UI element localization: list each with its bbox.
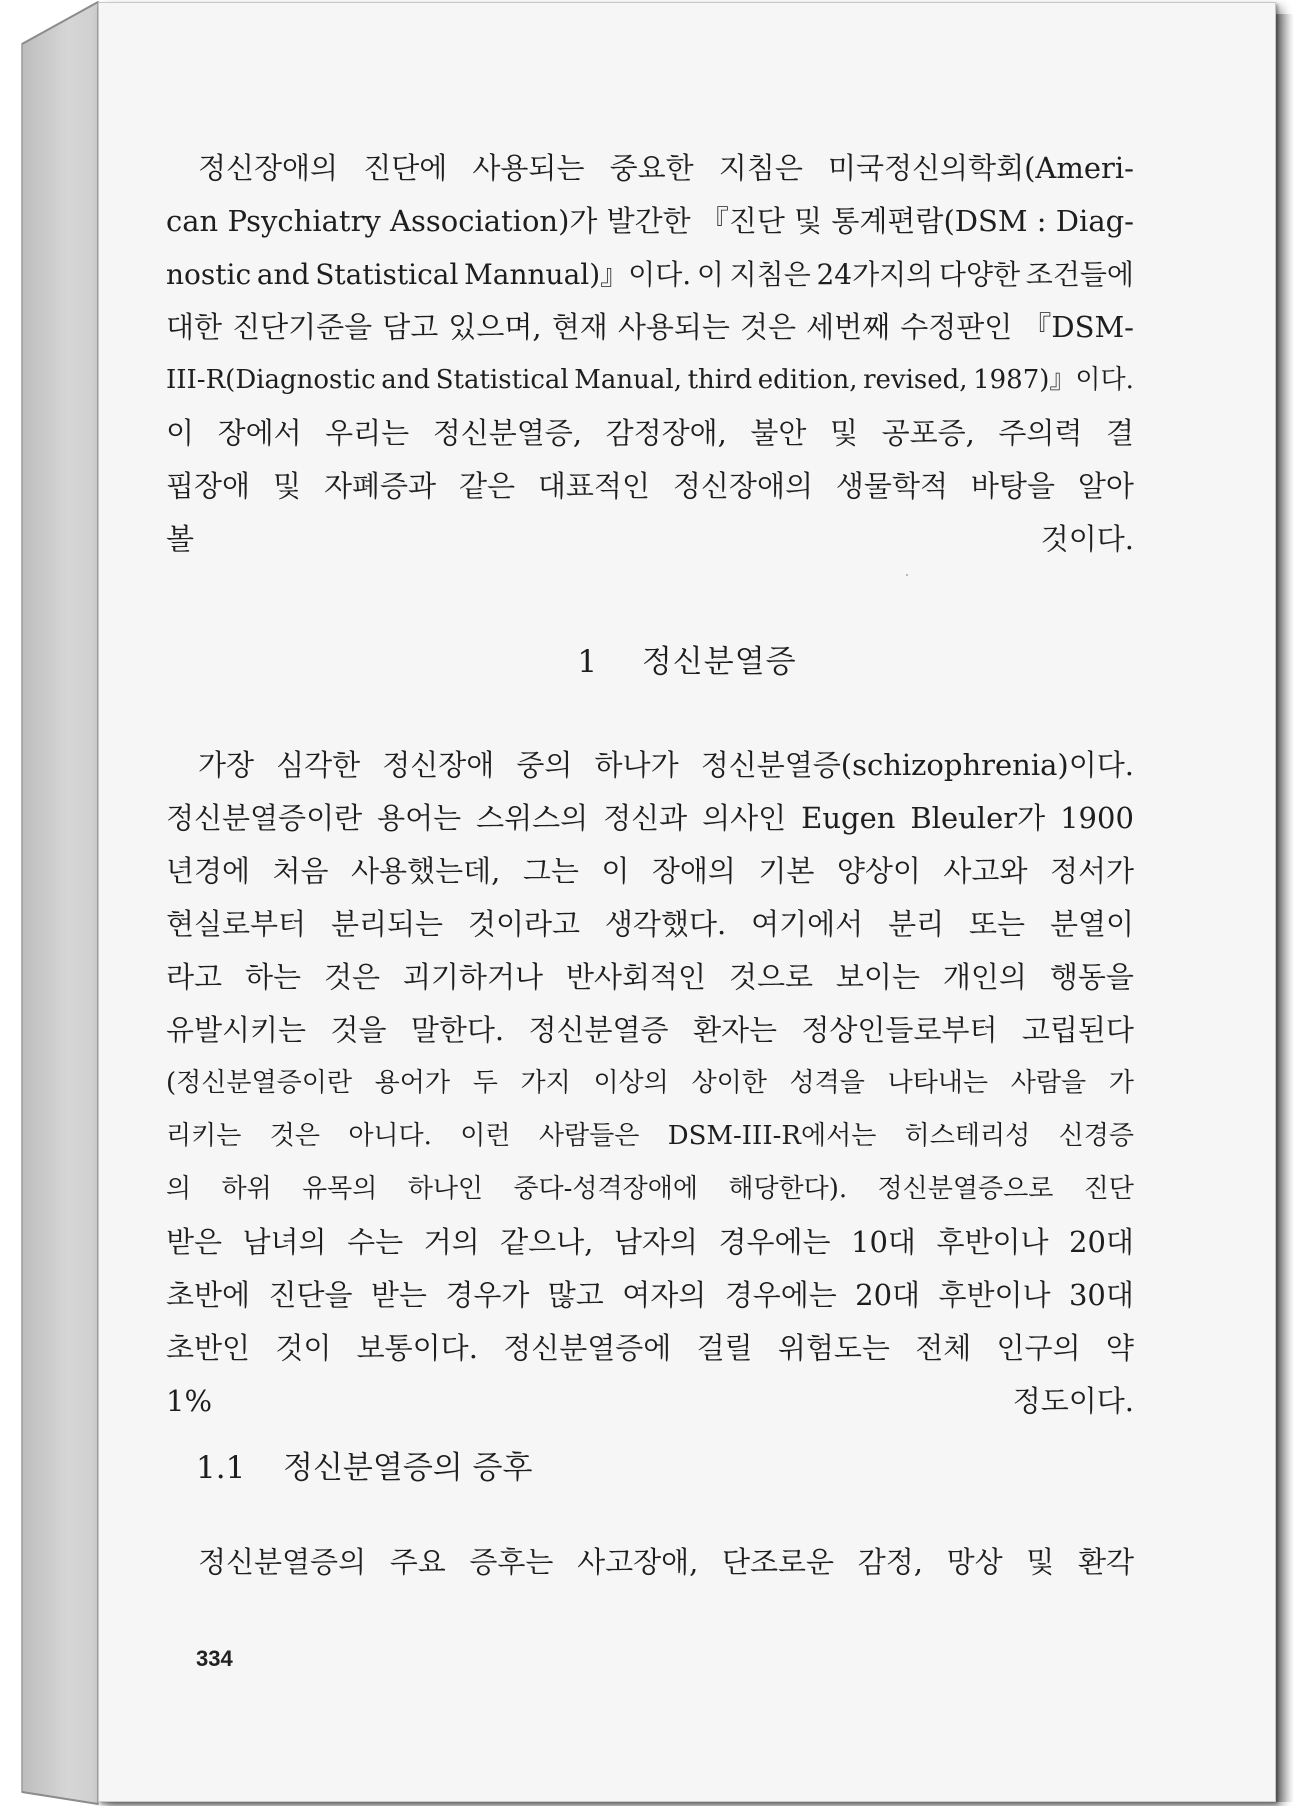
word: 공포증,	[881, 416, 975, 450]
word: 정신분열증의	[198, 1545, 367, 1579]
word: 우리는	[325, 416, 410, 450]
word: :	[1036, 204, 1047, 238]
word: 주의력	[998, 416, 1083, 450]
section-title: 정신분열증	[641, 644, 797, 680]
word: 같으나,	[500, 1225, 594, 1259]
word: 약	[1105, 1331, 1134, 1365]
word: 정신과	[603, 801, 688, 835]
word: 받은	[166, 1225, 223, 1259]
word: Eugen	[801, 801, 896, 835]
word: 년경에	[166, 854, 251, 888]
word: 것으로	[728, 960, 813, 994]
word: 감정장애,	[605, 416, 727, 450]
word: nostic	[166, 258, 252, 291]
word: 사고장애,	[577, 1545, 699, 1579]
intro-line	[166, 248, 1134, 301]
section-paragraph	[166, 739, 1134, 1428]
word: 사람들은	[538, 1121, 640, 1151]
word: 의사인	[702, 801, 787, 835]
word: 남자의	[613, 1225, 698, 1259]
subsection-title: 정신분열증의 증후	[283, 1450, 533, 1486]
word: 1900	[1060, 801, 1134, 835]
word: revised,	[863, 365, 968, 395]
word: 라고	[166, 960, 223, 994]
word: 사용되는	[472, 151, 585, 185]
word: 정신분열증이란	[166, 801, 363, 835]
intro-line	[166, 142, 1134, 195]
word: 보통이다.	[356, 1331, 478, 1365]
word: 지침은	[718, 151, 803, 185]
word: 20대	[1069, 1225, 1134, 1259]
word: 진단을	[268, 1278, 353, 1312]
word: 리키는	[166, 1121, 242, 1151]
word: 후반이나	[938, 1278, 1051, 1312]
word: 보이는	[835, 960, 920, 994]
section-line	[166, 1163, 1134, 1216]
word: 주요	[389, 1545, 446, 1579]
word: 정신분열증에	[503, 1331, 672, 1365]
word: 『진단	[699, 204, 785, 238]
intro-line	[166, 195, 1134, 248]
word: Statistical	[435, 365, 569, 395]
word: 남녀의	[242, 1225, 327, 1259]
word: 말한다.	[410, 1013, 505, 1047]
word: edition,	[757, 365, 858, 395]
section-line	[166, 898, 1134, 951]
word: 수정판인	[900, 310, 1013, 344]
word: 정신장애의	[198, 151, 339, 185]
word: 걸릴	[696, 1331, 753, 1365]
word: Manual,	[574, 365, 682, 395]
word: 해당한다).	[728, 1174, 848, 1204]
word: 이	[696, 258, 724, 291]
word: 하위	[221, 1174, 272, 1204]
word: 거의	[423, 1225, 480, 1259]
section-line	[166, 1322, 1134, 1375]
word: 바탕을	[970, 469, 1055, 503]
intro-line	[166, 407, 1134, 460]
word: 정서가	[1049, 854, 1134, 888]
word: 하나인	[407, 1174, 484, 1204]
section-line	[166, 792, 1134, 845]
word: 중요한	[609, 151, 694, 185]
intro-paragraph	[166, 142, 1134, 566]
word: 사람을	[1010, 1068, 1087, 1098]
word: 그는	[522, 854, 579, 888]
word: 진단	[1083, 1174, 1134, 1204]
subsection-line	[166, 1536, 1134, 1589]
word: 용어가	[374, 1068, 451, 1098]
word: 진단에	[363, 151, 448, 185]
word: 중의	[516, 748, 573, 782]
word: 경우에는	[724, 1278, 837, 1312]
word: 알아	[1077, 469, 1134, 503]
word: 유목의	[302, 1174, 378, 1204]
word: 정신분열증	[528, 1013, 669, 1047]
word: 정신장애	[382, 748, 495, 782]
word: 것을	[330, 1013, 387, 1047]
word: and	[256, 258, 310, 291]
word: 다양한	[938, 258, 1021, 291]
word: 위험도는	[777, 1331, 890, 1365]
word: 환각	[1077, 1545, 1134, 1579]
page-speck	[906, 574, 908, 576]
word: 현실로부터	[166, 907, 307, 941]
word: 이상의	[593, 1068, 669, 1098]
word: 『DSM-	[1022, 310, 1134, 344]
word: 것이라고	[467, 907, 581, 941]
word: 심각한	[276, 748, 361, 782]
word: 및	[794, 204, 823, 238]
word: 것이	[275, 1331, 332, 1365]
word: 용어는	[377, 801, 462, 835]
word: 가장	[198, 748, 255, 782]
word: 생물학적	[835, 469, 948, 503]
word: 아니다.	[348, 1121, 432, 1151]
word: 많고	[547, 1278, 604, 1312]
word: 분열이	[1049, 907, 1134, 941]
word: 분리	[888, 907, 945, 941]
word: 세번째	[806, 310, 891, 344]
word: (정신분열증이란	[166, 1068, 352, 1098]
word: 양상이	[836, 854, 921, 888]
word: 신경증	[1058, 1121, 1134, 1151]
word: 핍장애	[166, 469, 251, 503]
word: Mannual)』이다.	[464, 258, 692, 291]
word: DSM-III-R에서는	[667, 1121, 877, 1151]
word: 장애의	[651, 854, 736, 888]
word: 미국정신의학회(Ameri-	[827, 151, 1134, 185]
word: 정신장애의	[672, 469, 813, 503]
word: 하는	[244, 960, 301, 994]
word: 분리되는	[330, 907, 444, 941]
word: 가	[1108, 1068, 1134, 1098]
word: 정신분열증으로	[877, 1174, 1054, 1204]
word: 불안	[750, 416, 807, 450]
word: 이런	[460, 1121, 511, 1151]
word: Psychiatry	[227, 204, 381, 238]
section-line	[166, 1216, 1134, 1269]
word: 사용했는데,	[351, 854, 501, 888]
word: 여기에서	[751, 907, 864, 941]
word: 중다-성격장애에	[513, 1174, 698, 1204]
word: third	[687, 365, 753, 395]
word: 자폐증과	[323, 469, 436, 503]
word: 개인의	[942, 960, 1027, 994]
word: 및	[272, 469, 301, 503]
word: 20대	[855, 1278, 921, 1312]
section-line	[166, 1110, 1134, 1163]
word: Diag-	[1055, 204, 1134, 238]
word: 환자는	[692, 1013, 777, 1047]
word: Bleuler가	[910, 801, 1046, 835]
word: 담고	[382, 310, 439, 344]
word: 행동을	[1049, 960, 1134, 994]
intro-line	[166, 354, 1134, 407]
word: 여자의	[622, 1278, 707, 1312]
word: 이	[601, 854, 630, 888]
word: 진단기준을	[232, 310, 373, 344]
word: 기본	[758, 854, 815, 888]
word: 정상인들로부터	[801, 1013, 998, 1047]
word: 망상	[946, 1545, 1003, 1579]
word: 대표적인	[537, 469, 650, 503]
word: 처음	[272, 854, 329, 888]
word: 결	[1105, 416, 1134, 450]
section-line	[166, 951, 1134, 1004]
book-spine-graphic	[0, 0, 100, 1806]
word: 조건들에	[1025, 258, 1134, 291]
section-number: 1	[577, 644, 599, 680]
page-shadow	[1276, 14, 1294, 1802]
section-line	[166, 1004, 1134, 1057]
word: 전체	[915, 1331, 972, 1365]
word: 지침은	[729, 258, 811, 291]
book-spine	[0, 0, 100, 1806]
word: 고립된다	[1021, 1013, 1134, 1047]
word: 1987)』이다.	[973, 365, 1134, 395]
word: 초반에	[166, 1278, 251, 1312]
word: and	[381, 365, 431, 395]
word: 24가지의	[816, 258, 934, 291]
subsection-paragraph	[166, 1536, 1134, 1589]
section-line	[166, 739, 1134, 792]
word: 경우가	[445, 1278, 530, 1312]
word: 나타내는	[887, 1068, 989, 1098]
section-line	[166, 1269, 1134, 1322]
word: 통계편람(DSM	[831, 204, 1028, 238]
word: 스위스의	[476, 801, 589, 835]
section-heading	[98, 636, 1276, 681]
word: 의	[166, 1174, 192, 1204]
word: 초반인	[166, 1331, 251, 1365]
word: 및	[1026, 1545, 1055, 1579]
word: 가지	[520, 1068, 571, 1098]
word: 유발시키는	[166, 1013, 307, 1047]
word: 것은	[269, 1121, 320, 1151]
intro-line: 볼 것이다.	[166, 522, 1134, 556]
word: 같은	[458, 469, 515, 503]
word: 증후는	[469, 1545, 554, 1579]
word: 대한	[166, 310, 223, 344]
section-line	[166, 845, 1134, 898]
word: 인구의	[996, 1331, 1081, 1365]
word: 사용되는	[617, 310, 730, 344]
word: 정신분열증,	[432, 416, 583, 450]
intro-line	[166, 301, 1134, 354]
word: 두	[472, 1068, 498, 1098]
word: 이	[166, 416, 195, 450]
word: 및	[830, 416, 859, 450]
word: 후반이나	[936, 1225, 1049, 1259]
word: III-R(Diagnostic	[166, 365, 376, 395]
page-number: 334	[196, 1646, 233, 1671]
section-line	[166, 1057, 1134, 1110]
word: 성격을	[789, 1068, 865, 1098]
word: 히스테리성	[904, 1121, 1031, 1151]
word: 경우에는	[718, 1225, 831, 1259]
word: 것은	[323, 960, 380, 994]
intro-line	[166, 460, 1134, 513]
word: 반사회적인	[565, 960, 706, 994]
word: 감정,	[857, 1545, 923, 1579]
word: 단조로운	[722, 1545, 835, 1579]
word: 생각했다.	[604, 907, 727, 941]
word: 받는	[370, 1278, 427, 1312]
word: 장에서	[217, 416, 302, 450]
word: Statistical	[315, 258, 459, 291]
word: 것은	[739, 310, 796, 344]
section-line: 1% 정도이다.	[166, 1384, 1134, 1418]
subsection-heading	[196, 1442, 532, 1487]
word: 10대	[851, 1225, 916, 1259]
word: 사고와	[943, 854, 1028, 888]
word: 30대	[1068, 1278, 1134, 1312]
word: 있으며,	[448, 310, 542, 344]
word: 괴기하거나	[402, 960, 543, 994]
word: 정신분열증(schizophrenia)이다.	[700, 748, 1134, 782]
word: Association)가	[390, 204, 598, 238]
word: 현재	[551, 310, 608, 344]
word: 발간한	[606, 204, 691, 238]
word: 또는	[969, 907, 1026, 941]
subsection-number: 1.1	[196, 1450, 246, 1486]
word: 상이한	[691, 1068, 767, 1098]
word: 하나가	[594, 748, 679, 782]
word: 수는	[347, 1225, 404, 1259]
word: can	[166, 204, 219, 238]
